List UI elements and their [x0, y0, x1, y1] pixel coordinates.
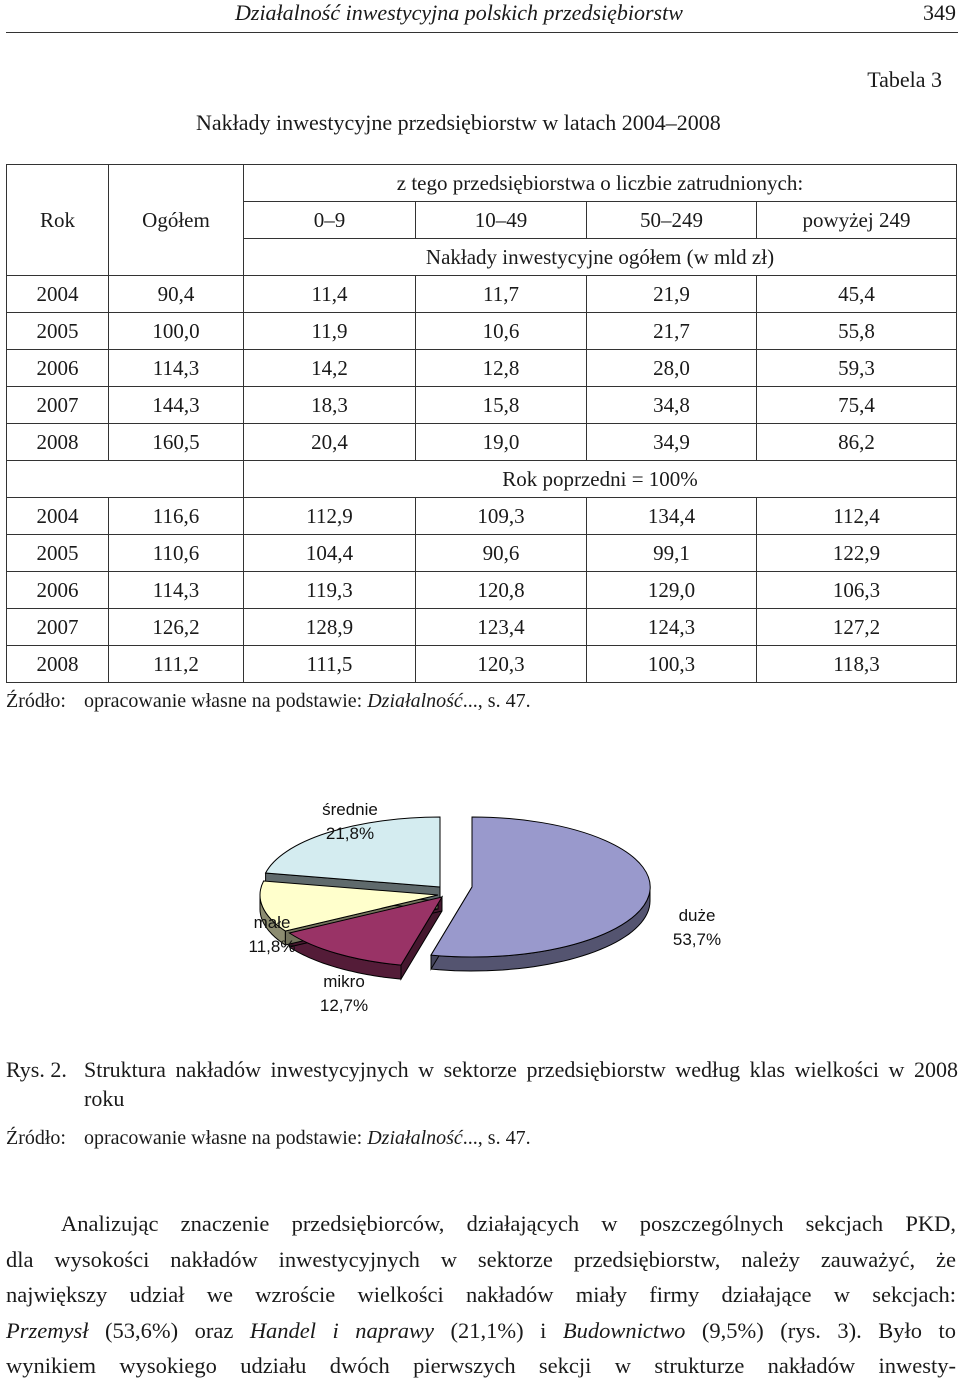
value-cell: 120,8	[416, 572, 587, 609]
value-cell: 119,3	[244, 572, 416, 609]
value-cell: 127,2	[757, 609, 957, 646]
year-cell: 2005	[7, 535, 109, 572]
section2-row	[7, 646, 957, 683]
year-cell: 2006	[7, 350, 109, 387]
value-cell: 128,9	[244, 609, 416, 646]
header-size-10-49: 10–49	[416, 202, 587, 239]
header-rok: Rok	[7, 165, 109, 276]
table-title: Nakłady inwestycyjne przedsiębiorstw w latach 2004–2008	[196, 110, 721, 135]
value-cell: 90,6	[416, 535, 587, 572]
year-cell: 2006	[7, 572, 109, 609]
header-rule	[6, 32, 958, 33]
header-ogolem: Ogółem	[109, 165, 244, 276]
year-cell: 2005	[7, 313, 109, 350]
value-cell: 122,9	[757, 535, 957, 572]
section2-body	[7, 498, 957, 683]
source-label: Źródło:	[6, 1127, 66, 1149]
pie-label-małe: małe	[253, 913, 291, 932]
body-text-span: (9,5%) (rys. 3). Było to	[685, 1317, 956, 1343]
value-cell: 34,9	[587, 424, 757, 461]
value-cell: 59,3	[757, 350, 957, 387]
value-cell: 19,0	[416, 424, 587, 461]
pie-label-mikro: mikro	[323, 972, 365, 991]
value-cell: 129,0	[587, 572, 757, 609]
section1-row	[7, 424, 957, 461]
value-cell: 112,4	[757, 498, 957, 535]
section2-row	[7, 535, 957, 572]
body-italic: Budownictwo	[562, 1317, 686, 1343]
section2-row	[7, 572, 957, 609]
value-cell: 21,7	[587, 313, 757, 350]
section1-title: Nakłady inwestycyjne ogółem (w mld zł)	[244, 239, 957, 276]
source-suffix: ..., s. 47.	[462, 690, 531, 712]
figure-caption-text: Struktura nakładów inwestycyjnych w sektorze przedsiębiorstw według klas wielkości w 2008 roku	[84, 1057, 958, 1111]
value-cell: 116,6	[109, 498, 244, 535]
table-label: Tabela 3	[867, 67, 942, 92]
section1-row	[7, 313, 957, 350]
pie-label-średnie: średnie	[322, 800, 378, 819]
value-cell: 100,3	[587, 646, 757, 683]
value-cell: 106,3	[757, 572, 957, 609]
section1-row	[7, 387, 957, 424]
value-cell: 10,6	[416, 313, 587, 350]
year-cell: 2008	[7, 424, 109, 461]
value-cell: 21,9	[587, 276, 757, 313]
source-text: opracowanie własne na podstawie:	[84, 690, 368, 712]
value-cell: 109,3	[416, 498, 587, 535]
body-line: wynikiem wysokiego udziału dwóch pierwszych sekcji w strukturze nakładów inwesty-	[6, 1353, 956, 1378]
body-line: Analizując znaczenie przedsiębiorców, działających w poszczególnych sekcjach PKD,	[61, 1211, 956, 1236]
value-cell: 55,8	[757, 313, 957, 350]
section1-row	[7, 350, 957, 387]
value-cell: 111,5	[244, 646, 416, 683]
value-cell: 160,5	[109, 424, 244, 461]
year-cell: 2007	[7, 609, 109, 646]
year-cell: 2004	[7, 276, 109, 313]
page-number: 349	[923, 0, 956, 25]
body-italic: Handel i naprawy	[249, 1317, 435, 1343]
value-cell: 12,8	[416, 350, 587, 387]
value-cell: 114,3	[109, 572, 244, 609]
value-cell: 118,3	[757, 646, 957, 683]
value-cell: 144,3	[109, 387, 244, 424]
value-cell: 90,4	[109, 276, 244, 313]
value-cell: 14,2	[244, 350, 416, 387]
value-cell: 114,3	[109, 350, 244, 387]
value-cell: 11,9	[244, 313, 416, 350]
value-cell: 34,8	[587, 387, 757, 424]
section2-spacer	[7, 461, 244, 498]
source-suffix: ..., s. 47.	[462, 1127, 531, 1149]
value-cell: 18,3	[244, 387, 416, 424]
pie-value-label-duże: 53,7%	[672, 930, 722, 949]
pie-value-label-małe: 11,8%	[248, 937, 296, 956]
value-cell: 11,4	[244, 276, 416, 313]
year-cell: 2007	[7, 387, 109, 424]
page-header	[0, 0, 960, 33]
investment-table	[6, 164, 957, 683]
source-italic: Działalność	[367, 690, 463, 712]
body-paragraph	[6, 1206, 956, 1384]
value-cell: 75,4	[757, 387, 957, 424]
header-size-250plus: powyżej 249	[757, 202, 957, 239]
value-cell: 111,2	[109, 646, 244, 683]
body-line: dla wysokości nakładów inwestycyjnych w sektorze przedsiębiorstw, należy zauważyć, że	[6, 1246, 956, 1272]
year-cell: 2008	[7, 646, 109, 683]
body-text-span: (53,6%) oraz	[88, 1317, 250, 1343]
value-cell: 134,4	[587, 498, 757, 535]
section2-title: Rok poprzedni = 100%	[244, 461, 957, 498]
value-cell: 112,9	[244, 498, 416, 535]
section1-row	[7, 276, 957, 313]
source-text: opracowanie własne na podstawie:	[84, 1127, 368, 1149]
value-cell: 45,4	[757, 276, 957, 313]
source-label: Źródło:	[6, 690, 66, 712]
value-cell: 104,4	[244, 535, 416, 572]
body-italic: Przemysł	[6, 1317, 89, 1343]
value-cell: 20,4	[244, 424, 416, 461]
pie-label-duże: duże	[678, 906, 716, 925]
header-size-0-9: 0–9	[244, 202, 416, 239]
value-cell: 120,3	[416, 646, 587, 683]
value-cell: 99,1	[587, 535, 757, 572]
source-italic: Działalność	[367, 1127, 463, 1149]
value-cell: 110,6	[109, 535, 244, 572]
value-cell: 11,7	[416, 276, 587, 313]
pie-chart	[230, 795, 750, 1030]
table-source	[6, 690, 531, 713]
year-cell: 2004	[7, 498, 109, 535]
pie-value-label-mikro: 12,7%	[319, 996, 369, 1015]
value-cell: 123,4	[416, 609, 587, 646]
section1-body	[7, 276, 957, 461]
body-line	[6, 1313, 956, 1349]
body-text-span: (21,1%) i	[434, 1317, 563, 1343]
figure-caption	[6, 1055, 958, 1113]
figure-number: Rys. 2.	[6, 1057, 67, 1082]
value-cell: 126,2	[109, 609, 244, 646]
value-cell: 86,2	[757, 424, 957, 461]
header-size-50-249: 50–249	[587, 202, 757, 239]
section2-row	[7, 498, 957, 535]
figure-source	[6, 1127, 531, 1150]
running-title: Działalność inwestycyjna polskich przedsiębiorstw	[235, 0, 683, 25]
value-cell: 28,0	[587, 350, 757, 387]
header-group: z tego przedsiębiorstwa o liczbie zatrudnionych:	[244, 165, 957, 202]
value-cell: 15,8	[416, 387, 587, 424]
value-cell: 124,3	[587, 609, 757, 646]
pie-value-label-średnie: 21,8%	[325, 824, 375, 843]
body-line: największy udział we wzroście wielkości nakładów miały firmy działające w sekcjach:	[6, 1282, 956, 1307]
section2-row	[7, 609, 957, 646]
value-cell: 100,0	[109, 313, 244, 350]
